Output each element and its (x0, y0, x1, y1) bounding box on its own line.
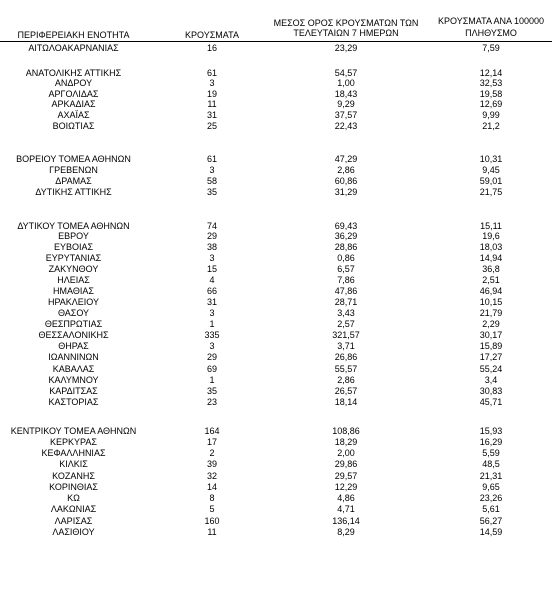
table-row (0, 78, 552, 89)
table-row (0, 504, 552, 515)
cell-avg7: 37,57 (334, 110, 358, 120)
cell-per100k: 9,65 (482, 482, 500, 492)
cell-cases: 29 (206, 231, 217, 241)
table-row (0, 121, 552, 132)
cell-per100k: 48,5 (482, 459, 500, 469)
cell-per100k: 32,53 (479, 78, 503, 88)
cell-avg7: 55,57 (334, 364, 358, 374)
header-per100k-line1: ΚΡΟΥΣΜΑΤΑ ΑΝΑ 100000 (438, 16, 544, 26)
cell-avg7: 7,86 (337, 275, 355, 285)
cell-region: ΘΗΡΑΣ (58, 341, 89, 351)
cell-region: ΗΜΑΘΙΑΣ (53, 286, 94, 296)
cell-avg7: 28,86 (334, 242, 358, 252)
cell-cases: 1 (209, 375, 215, 385)
cell-avg7: 54,57 (334, 68, 358, 78)
cell-cases: 32 (206, 471, 217, 481)
cell-per100k: 15,89 (479, 341, 503, 351)
cell-per100k: 21,75 (479, 187, 503, 197)
cell-per100k: 14,94 (479, 253, 503, 263)
cell-region: ΛΑΚΩΝΙΑΣ (50, 504, 97, 514)
cell-cases: 5 (209, 504, 215, 514)
cell-avg7: 22,43 (334, 121, 358, 131)
table-row (0, 319, 552, 330)
cell-avg7: 8,29 (337, 527, 355, 537)
cell-region: ΚΩ (67, 493, 80, 503)
cell-cases: 8 (209, 493, 215, 503)
cell-region: ΕΥΡΥΤΑΝΙΑΣ (45, 253, 102, 263)
header-bottom-border (0, 41, 552, 42)
cell-region: ΚΕΦΑΛΛΗΝΙΑΣ (41, 448, 106, 458)
cell-cases: 39 (206, 459, 217, 469)
cell-avg7: 26,57 (334, 386, 358, 396)
cell-per100k: 12,14 (479, 68, 503, 78)
cell-cases: 2 (209, 448, 215, 458)
cell-cases: 3 (209, 165, 215, 175)
cell-region: ΛΑΡΙΣΑΣ (54, 516, 93, 526)
cell-avg7: 29,57 (334, 471, 358, 481)
table-row (0, 352, 552, 363)
table-row (0, 437, 552, 448)
table-row (0, 165, 552, 176)
cell-region: ΚΕΡΚΥΡΑΣ (50, 437, 97, 447)
cell-region: ΑΙΤΩΛΟΑΚΑΡΝΑΝΙΑΣ (28, 43, 119, 53)
cell-cases: 25 (206, 121, 217, 131)
cell-avg7: 28,71 (334, 297, 358, 307)
cell-avg7: 36,29 (334, 231, 358, 241)
cell-region: ΑΝΑΤΟΛΙΚΗΣ ΑΤΤΙΚΗΣ (25, 68, 122, 78)
cell-cases: 19 (206, 89, 217, 99)
table-row (0, 308, 552, 319)
cell-per100k: 18,03 (479, 242, 503, 252)
cell-region: ΚΟΖΑΝΗΣ (52, 471, 95, 481)
cell-region: ΔΥΤΙΚΟΥ ΤΟΜΕΑ ΑΘΗΝΩΝ (17, 221, 130, 231)
cell-avg7: 47,86 (334, 286, 358, 296)
cell-per100k: 3,4 (484, 375, 498, 385)
cell-cases: 3 (209, 78, 215, 88)
cell-region: ΓΡΕΒΕΝΩΝ (49, 165, 98, 175)
cell-cases: 58 (206, 176, 217, 186)
cell-region: ΚΑΒΑΛΑΣ (52, 364, 95, 374)
table-row (0, 364, 552, 375)
cell-region: ΚΑΡΔΙΤΣΑΣ (49, 386, 98, 396)
table-row (0, 286, 552, 297)
cell-region: ΕΥΒΟΙΑΣ (53, 242, 94, 252)
table-row (0, 386, 552, 397)
header-region: ΠΕΡΙΦΕΡΕΙΑΚΗ ΕΝΟΤΗΤΑ (17, 30, 130, 40)
cell-avg7: 3,71 (337, 341, 355, 351)
cell-per100k: 21,31 (479, 471, 503, 481)
cell-region: ΗΡΑΚΛΕΙΟΥ (47, 297, 100, 307)
cell-region: ΔΡΑΜΑΣ (55, 176, 92, 186)
cell-per100k: 15,93 (479, 426, 503, 436)
cell-region: ΑΧΑΪΑΣ (57, 110, 90, 120)
cell-cases: 61 (206, 154, 217, 164)
cell-cases: 35 (206, 386, 217, 396)
cell-avg7: 31,29 (334, 187, 358, 197)
cell-region: ΘΑΣΟΥ (57, 308, 90, 318)
cell-cases: 1 (209, 319, 215, 329)
table-row (0, 397, 552, 408)
cell-region: ΘΕΣΠΡΩΤΙΑΣ (44, 319, 103, 329)
table-row (0, 99, 552, 110)
cell-per100k: 5,59 (482, 448, 500, 458)
cell-per100k: 30,83 (479, 386, 503, 396)
header-per100k-line2: ΠΛΗΘΥΣΜΟ (465, 28, 517, 38)
cell-avg7: 29,86 (334, 459, 358, 469)
table-row (0, 482, 552, 493)
cell-per100k: 2,29 (482, 319, 500, 329)
cell-cases: 17 (206, 437, 217, 447)
cell-cases: 35 (206, 187, 217, 197)
header-cases: ΚΡΟΥΣΜΑΤΑ (185, 30, 239, 40)
cell-per100k: 2,51 (482, 275, 500, 285)
cell-region: ΘΕΣΣΑΛΟΝΙΚΗΣ (38, 330, 109, 340)
cell-cases: 11 (207, 99, 217, 109)
cell-avg7: 136,14 (332, 516, 360, 526)
table-row (0, 375, 552, 386)
cell-cases: 66 (206, 286, 217, 296)
cell-avg7: 2,57 (337, 319, 355, 329)
cell-per100k: 21,2 (482, 121, 500, 131)
table-row (0, 448, 552, 459)
cell-per100k: 9,99 (482, 110, 500, 120)
cell-avg7: 9,29 (337, 99, 355, 109)
cell-per100k: 17,27 (479, 352, 503, 362)
cell-per100k: 10,15 (479, 297, 503, 307)
cell-per100k: 36,8 (482, 264, 500, 274)
cell-region: ΙΩΑΝΝΙΝΩΝ (48, 352, 99, 362)
cell-avg7: 23,29 (334, 43, 358, 53)
cell-cases: 31 (206, 110, 217, 120)
cell-avg7: 18,29 (334, 437, 358, 447)
cell-region: ΑΡΚΑΔΙΑΣ (51, 99, 96, 109)
cell-avg7: 4,86 (337, 493, 355, 503)
cell-avg7: 1,00 (337, 78, 355, 88)
cell-cases: 23 (206, 397, 217, 407)
cell-region: ΛΑΣΙΘΙΟΥ (52, 527, 95, 537)
table-row (0, 110, 552, 121)
table-row (0, 231, 552, 242)
cell-cases: 3 (209, 341, 215, 351)
table-row (0, 43, 552, 54)
table-row (0, 264, 552, 275)
cell-avg7: 47,29 (334, 154, 358, 164)
cell-per100k: 21,79 (479, 308, 503, 318)
table-row (0, 493, 552, 504)
cell-cases: 69 (206, 364, 217, 374)
cell-per100k: 45,71 (479, 397, 503, 407)
cell-avg7: 4,71 (337, 504, 355, 514)
cell-avg7: 6,57 (337, 264, 355, 274)
cell-cases: 3 (209, 308, 215, 318)
cell-avg7: 3,43 (337, 308, 355, 318)
cell-avg7: 108,86 (332, 426, 360, 436)
cell-avg7: 26,86 (334, 352, 358, 362)
cell-region: ΚΑΣΤΟΡΙΑΣ (48, 397, 99, 407)
cell-avg7: 18,43 (334, 89, 358, 99)
cell-region: ΗΛΕΙΑΣ (57, 275, 90, 285)
cell-cases: 164 (204, 426, 220, 436)
cell-cases: 61 (206, 68, 217, 78)
cell-per100k: 12,69 (479, 99, 503, 109)
table-row (0, 426, 552, 437)
cell-region: ΕΒΡΟΥ (58, 231, 89, 241)
cell-per100k: 19,6 (482, 231, 500, 241)
cell-region: ΚΙΛΚΙΣ (59, 459, 88, 469)
cell-per100k: 19,58 (479, 89, 503, 99)
cell-cases: 38 (206, 242, 217, 252)
cell-cases: 3 (209, 253, 215, 263)
cell-avg7: 2,00 (337, 448, 355, 458)
table-row (0, 242, 552, 253)
header-avg-line1: ΜΕΣΟΣ ΟΡΟΣ ΚΡΟΥΣΜΑΤΩΝ ΤΩΝ (273, 18, 419, 28)
cell-cases: 15 (206, 264, 217, 274)
cell-per100k: 23,26 (479, 493, 503, 503)
cell-cases: 74 (206, 221, 217, 231)
header-avg-line2: ΤΕΛΕΥΤΑΙΩΝ 7 ΗΜΕΡΩΝ (293, 28, 399, 38)
cell-cases: 29 (206, 352, 217, 362)
cell-per100k: 5,61 (482, 504, 500, 514)
cell-avg7: 60,86 (334, 176, 358, 186)
table-row (0, 297, 552, 308)
cell-cases: 14 (206, 482, 217, 492)
table-row (0, 330, 552, 341)
cell-region: ΚΑΛΥΜΝΟΥ (48, 375, 99, 385)
table-row (0, 459, 552, 470)
cell-cases: 31 (206, 297, 217, 307)
table-row (0, 176, 552, 187)
cell-cases: 335 (204, 330, 220, 340)
table-row (0, 471, 552, 482)
cell-avg7: 69,43 (334, 221, 358, 231)
cell-region: ΒΟΙΩΤΙΑΣ (52, 121, 95, 131)
cell-cases: 16 (206, 43, 217, 53)
cell-avg7: 12,29 (334, 482, 358, 492)
cell-region: ΑΡΓΟΛΙΔΑΣ (48, 89, 99, 99)
table-row (0, 275, 552, 286)
table-row (0, 187, 552, 198)
cell-region: ΚΕΝΤΡΙΚΟΥ ΤΟΜΕΑ ΑΘΗΝΩΝ (10, 426, 137, 436)
cell-avg7: 321,57 (332, 330, 360, 340)
cell-region: ΒΟΡΕΙΟΥ ΤΟΜΕΑ ΑΘΗΝΩΝ (16, 154, 131, 164)
cell-per100k: 9,45 (482, 165, 500, 175)
cell-region: ΑΝΔΡΟΥ (54, 78, 93, 88)
cell-avg7: 18,14 (334, 397, 358, 407)
cell-region: ΚΟΡΙΝΘΙΑΣ (49, 482, 98, 492)
cell-per100k: 10,31 (479, 154, 503, 164)
table-row (0, 341, 552, 352)
table-row (0, 253, 552, 264)
cell-cases: 11 (207, 527, 217, 537)
cell-avg7: 2,86 (337, 165, 355, 175)
cell-per100k: 14,59 (479, 527, 503, 537)
cell-per100k: 46,94 (479, 286, 503, 296)
cell-per100k: 56,27 (479, 516, 503, 526)
cell-per100k: 15,11 (480, 221, 502, 231)
cell-region: ΖΑΚΥΝΘΟΥ (48, 264, 99, 274)
cell-avg7: 2,86 (337, 375, 355, 385)
table-row (0, 154, 552, 165)
cell-avg7: 0,86 (337, 253, 355, 263)
cell-per100k: 59,01 (479, 176, 503, 186)
cell-per100k: 16,29 (479, 437, 503, 447)
table-row (0, 516, 552, 527)
cell-per100k: 55,24 (479, 364, 503, 374)
cell-per100k: 30,17 (479, 330, 503, 340)
table-row (0, 527, 552, 538)
cell-cases: 4 (209, 275, 215, 285)
cell-region: ΔΥΤΙΚΗΣ ΑΤΤΙΚΗΣ (35, 187, 112, 197)
cell-per100k: 7,59 (482, 43, 500, 53)
cell-cases: 160 (204, 516, 220, 526)
